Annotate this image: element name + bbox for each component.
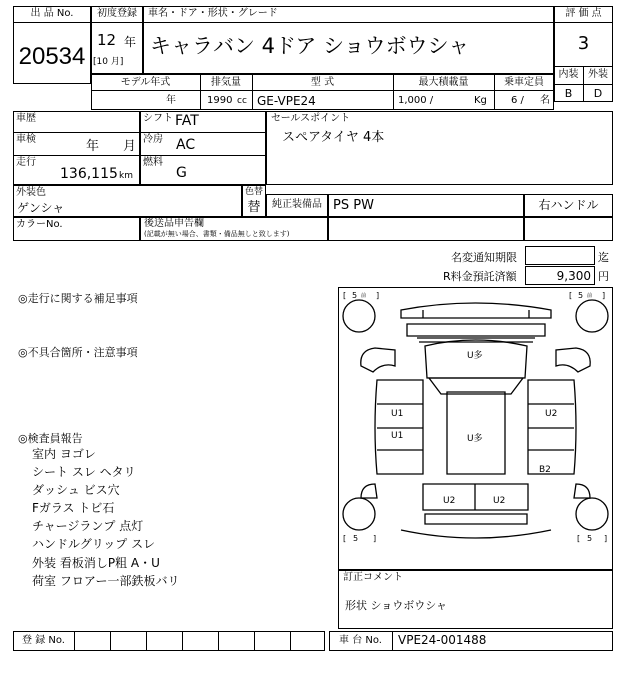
svg-text:[: [: [343, 291, 347, 300]
svg-text:[: [: [577, 534, 581, 543]
svg-text:]: ]: [602, 291, 606, 300]
inspector-line: ハンドルグリップ スレ: [32, 537, 156, 551]
exterior-grade: D: [593, 87, 603, 100]
svg-text:前: 前: [361, 293, 367, 299]
exterior-label: 外装: [588, 69, 608, 80]
svg-text:U1: U1: [391, 409, 404, 419]
shift-label: シフト: [143, 113, 173, 124]
inspection-year-unit: 年: [86, 139, 100, 154]
history-label: 車歴: [16, 113, 36, 124]
interior-label: 内装: [558, 69, 579, 80]
max-load-label: 最大積載量: [418, 77, 469, 88]
fuel-label: 燃料: [143, 157, 163, 168]
svg-text:5: 5: [578, 291, 584, 300]
max-load: 1,000 /: [398, 95, 434, 106]
inspector-line: 外装 看板消しP粗 A・U: [32, 556, 160, 570]
tire-badge-rear-left: [343, 534, 376, 543]
tire-badge-front-left: [343, 291, 379, 300]
inspector-line: Fガラス トビ石: [32, 501, 115, 515]
chassis-number: VPE24-001488: [398, 633, 487, 647]
mileage: 136,115: [60, 166, 118, 182]
correction-text: 形状 ショウボウシャ: [345, 599, 448, 612]
inspector-line: 荷室 フロアー一部鉄板バリ: [32, 574, 180, 588]
correction-label: 訂正コメント: [343, 572, 403, 583]
tire-badge-rear-right: [577, 534, 607, 543]
defects-label: ◎不具合箇所・注意事項: [18, 346, 138, 359]
inspection-month-unit: 月: [123, 139, 137, 154]
model-year-label: モデル年式: [120, 77, 171, 88]
svg-text:5: 5: [587, 534, 593, 543]
color-change: 替: [247, 200, 261, 215]
right-side-body: [528, 380, 576, 474]
inspector-line: シート スレ ヘタリ: [32, 465, 136, 479]
lot-number-label: 出 品 No.: [30, 8, 74, 19]
recycle-unit: 円: [598, 270, 609, 283]
left-rear-fender: [361, 484, 377, 498]
steering: 右ハンドル: [538, 198, 599, 212]
front-face: [407, 324, 545, 336]
mileage-label: 走行: [16, 157, 36, 168]
svg-text:[: [: [569, 291, 573, 300]
mileage-unit: km: [119, 171, 133, 181]
car-name-label: 車名・ドア・形状・グレード: [148, 8, 278, 19]
sales-point-label: セールスポイント: [271, 113, 351, 124]
first-registration-year-unit: 年: [124, 35, 137, 49]
exterior-color: ゲンシャ: [17, 201, 65, 215]
score-label: 評 価 点: [565, 8, 602, 19]
exterior-color-label: 外装色: [16, 187, 46, 198]
recycle-amount: 9,300: [556, 269, 591, 283]
driving-notes-label: ◎走行に関する補足事項: [18, 292, 138, 305]
rear-bumper: [425, 514, 527, 524]
tire-badge-front-right: [569, 291, 605, 300]
lot-number: 20534: [18, 43, 86, 70]
displacement-unit: cc: [237, 96, 247, 106]
capacity: 6 /: [511, 95, 524, 106]
color-no-label: カラーNo.: [16, 219, 63, 230]
capacity-label: 乗車定員: [504, 77, 544, 88]
rear-left-wheel: [343, 498, 375, 530]
right-rear-fender: [574, 484, 590, 498]
type-label: 型 式: [310, 77, 335, 88]
meter-change-box: [525, 246, 595, 265]
inspector-report-label: ◎検査員報告: [18, 432, 83, 445]
svg-text:]: ]: [376, 291, 380, 300]
inspection-label: 車検: [16, 134, 36, 145]
genuine-equipment-label: 純正装備品: [272, 199, 322, 210]
interior-grade: B: [564, 87, 573, 100]
svg-text:U2: U2: [545, 409, 558, 419]
first-registration-year: 12: [97, 31, 117, 49]
front-right-wheel: [576, 300, 608, 332]
model-year-unit: 年: [166, 95, 176, 106]
inspector-line: チャージランプ 点灯: [32, 519, 144, 533]
registration-label: 登 録 No.: [22, 635, 65, 646]
fuel: G: [176, 165, 187, 181]
svg-text:U2: U2: [443, 496, 456, 506]
air-conditioner: AC: [176, 137, 196, 153]
svg-text:U2: U2: [493, 496, 506, 506]
car-name: キャラバン 4ドア ショウボウシャ: [150, 34, 470, 58]
svg-text:U1: U1: [391, 431, 404, 441]
max-load-unit: Kg: [474, 95, 487, 106]
svg-text:前: 前: [587, 293, 593, 299]
recycle-label: R料金預託済額: [443, 270, 517, 283]
left-front-fender: [361, 348, 395, 372]
svg-text:U多: U多: [467, 351, 483, 361]
svg-text:5: 5: [353, 534, 359, 543]
svg-text:5: 5: [352, 291, 358, 300]
inspector-line: ダッシュ ビス穴: [32, 483, 120, 497]
svg-text:B2: B2: [539, 465, 551, 475]
meter-change-label: 名変通知期限: [451, 251, 517, 264]
chassis-label: 車 台 No.: [339, 635, 382, 646]
meter-change-unit: 迄: [598, 251, 609, 264]
equipment: PS PW: [333, 198, 374, 213]
post-delivery-empty-2: [524, 217, 613, 241]
svg-text:]: ]: [604, 534, 608, 543]
displacement: 1990: [207, 95, 233, 106]
sales-point: スペアタイヤ 4本: [282, 130, 385, 145]
post-delivery-empty: [328, 217, 524, 241]
svg-text:[: [: [343, 534, 347, 543]
overall-score: 3: [577, 33, 590, 54]
left-side-body: [375, 380, 423, 474]
first-registration-label: 初度登録: [97, 8, 137, 19]
damage-diagram: [338, 287, 613, 570]
capacity-unit: 名: [540, 95, 550, 106]
color-change-label: 色替: [244, 187, 263, 197]
displacement-label: 排気量: [211, 77, 241, 88]
right-front-fender: [556, 348, 590, 372]
svg-text:]: ]: [373, 534, 377, 543]
shift: FAT: [175, 113, 199, 129]
post-delivery-label: 後送品申告欄: [144, 218, 204, 229]
ac-label: 冷房: [143, 134, 163, 145]
front-left-wheel: [343, 300, 375, 332]
model-type: GE-VPE24: [257, 94, 316, 108]
cargo-area: [447, 392, 505, 474]
inspector-line: 室内 ヨゴレ: [32, 447, 96, 461]
post-delivery-note: (記載が無い場合、書類・備品無しと致します): [144, 230, 290, 238]
rear-right-wheel: [576, 498, 608, 530]
first-registration-month: [10 月]: [93, 57, 124, 67]
svg-text:U多: U多: [467, 434, 483, 444]
